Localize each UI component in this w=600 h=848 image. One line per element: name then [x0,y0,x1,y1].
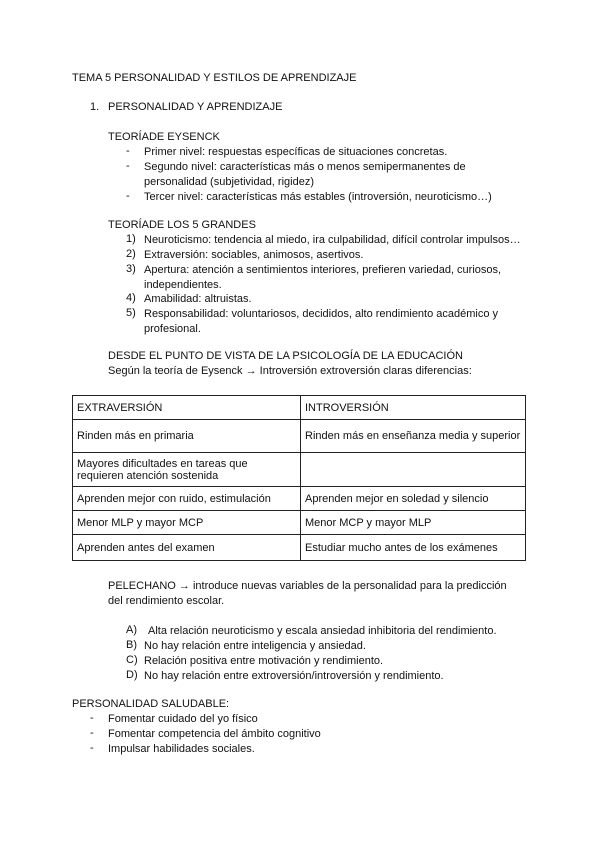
dash-bullet: - [90,742,94,754]
table-row [73,487,526,511]
psico-heading: DESDE EL PUNTO DE VISTA DE LA PSICOLOGÍA DE LA EDUCACIÓN [108,350,463,362]
list-item: Amabilidad: altruistas. [144,293,252,305]
list-item: No hay relación entre inteligencia y ansiedad. [144,640,366,652]
table-cell: Estudiar mucho antes de los exámenes [301,535,526,561]
table-cell [301,453,526,487]
list-letter: C) [126,654,138,666]
table-cell: Aprenden antes del examen [73,535,301,561]
list-item: Fomentar competencia del ámbito cognitivo [108,728,321,740]
table-row [73,453,526,487]
pelechano-line: del rendimiento escolar. [108,595,225,607]
table-header-row [73,396,526,420]
table-cell: Rinden más en enseñanza media y superior [301,420,526,453]
pelechano-line: PELECHANO → introduce nuevas variables de la personalidad para la predicción [108,580,507,592]
list-letter: B) [126,639,137,651]
table-row [73,511,526,535]
list-letter: D) [126,669,138,681]
list-item: profesional. [144,323,201,335]
list-number: 3) [126,263,136,275]
list-letter: A) [126,624,137,636]
section-number: 1. [90,101,100,113]
table-row [73,420,526,453]
list-item: Fomentar cuidado del yo físico [108,713,258,725]
psico-line: Según la teoría de Eysenck → Introversión extroversión claras diferencias: [108,365,472,377]
dash-bullet: - [126,145,130,157]
big5-heading: TEORÍADE LOS 5 GRANDES [108,219,256,231]
list-item: Tercer nivel: características más estables (introversión, neuroticismo…) [144,191,492,203]
table-header-cell: EXTRAVERSIÓN [73,396,301,420]
table-cell: Menor MCP y mayor MLP [301,511,526,535]
table-cell: Mayores dificultades en tareas que requieren atención sostenida [73,453,301,487]
eysenck-heading: TEORÍADE EYSENCK [108,131,220,143]
list-item: Primer nivel: respuestas específicas de situaciones concretas. [144,146,448,158]
list-number: 5) [126,307,136,319]
list-item: Responsabilidad: voluntariosos, decididos, alto rendimiento académico y [144,308,499,320]
list-item: Apertura: atención a sentimientos interiores, prefieren variedad, curiosos, [144,264,502,276]
list-item: Extraversión: sociables, animosos, asertivos. [144,249,364,261]
list-item: No hay relación entre extroversión/introversión y rendimiento. [144,670,444,682]
list-item: Relación positiva entre motivación y rendimiento. [144,655,384,667]
list-item: Impulsar habilidades sociales. [108,743,255,755]
table-cell: Rinden más en primaria [73,420,301,453]
table-cell: Menor MLP y mayor MCP [73,511,301,535]
saludable-heading: PERSONALIDAD SALUDABLE: [72,698,230,710]
document-title: TEMA 5 PERSONALIDAD Y ESTILOS DE APRENDIZAJE [72,72,357,84]
dash-bullet: - [126,190,130,202]
comparison-table [72,395,526,561]
list-number: 4) [126,292,136,304]
table-cell: Aprenden mejor con ruido, estimulación [73,487,301,511]
dash-bullet: - [126,160,130,172]
dash-bullet: - [90,727,94,739]
section-heading: PERSONALIDAD Y APRENDIZAJE [108,101,283,113]
list-item: Alta relación neuroticismo y escala ansiedad inhibitoria del rendimiento. [148,625,497,637]
dash-bullet: - [90,712,94,724]
table-header-cell: INTROVERSIÓN [301,396,526,420]
table-cell: Aprenden mejor en soledad y silencio [301,487,526,511]
list-item: Neuroticismo: tendencia al miedo, ira culpabilidad, difícil controlar impulsos… [144,234,521,246]
table-row [73,535,526,561]
list-item: Segundo nivel: características más o menos semipermanentes de [144,161,466,173]
list-item: personalidad (subjetividad, rigidez) [144,176,314,188]
list-item: independientes. [144,279,222,291]
list-number: 2) [126,248,136,260]
list-number: 1) [126,233,136,245]
